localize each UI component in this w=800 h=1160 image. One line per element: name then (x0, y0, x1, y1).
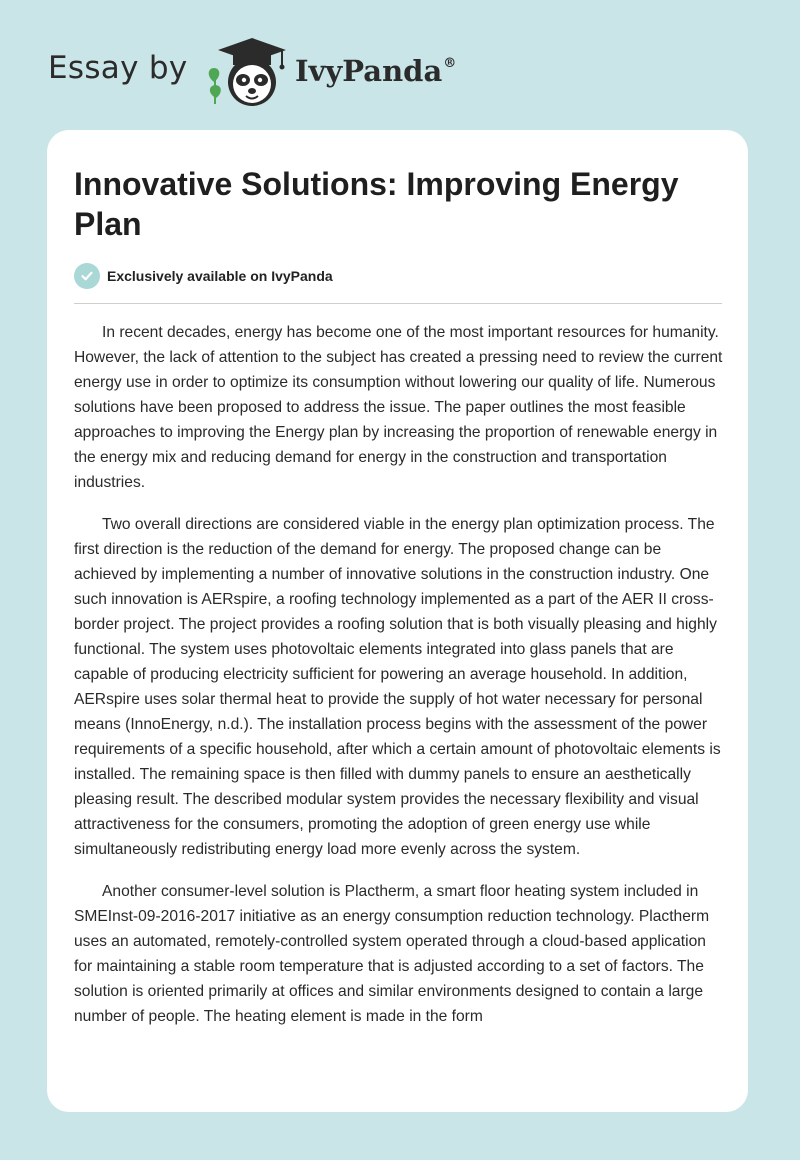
divider (74, 303, 722, 304)
essay-by-label: Essay by (48, 50, 188, 86)
brand-name-text: IvyPanda (295, 54, 443, 88)
essay-body (74, 320, 726, 1046)
check-circle-icon (74, 263, 100, 289)
registered-mark: ® (443, 56, 457, 71)
paragraph: In recent decades, energy has become one of the most important resources for humanity. However, the lack of attention to the subject has created a pressing need to review the current energy use in order to optimize its consumption without lowering our quality of life. Numerous solutions have been proposed to address the issue. The paper outlines the most feasible approaches to improving the Energy plan by increasing the proportion of renewable energy in the energy mix and reducing demand for energy in the construction and transportation industries. (74, 324, 723, 491)
essay-title: Innovative Solutions: Improving Energy Plan (74, 166, 679, 242)
paragraph: Another consumer-level solution is Plactherm, a smart floor heating system included in SMEInst-09-2016-2017 initiative as an energy consumption reduction technology. Plactherm uses an automated, remotely-controlled system operated through a cloud-based application for maintaining a stable room temperature that is adjusted according to a set of factors. The solution is oriented primarily at offices and similar environments designed to contain a large number of people. The heating element is made in the form (74, 883, 710, 1025)
site-header (48, 34, 568, 110)
exclusive-badge (74, 263, 333, 289)
panda-graduate-logo-icon[interactable] (202, 34, 294, 110)
essay-card (47, 130, 748, 1112)
exclusive-label: Exclusively available on IvyPanda (107, 268, 333, 284)
brand-name[interactable] (295, 54, 456, 88)
paragraph: Two overall directions are considered viable in the energy plan optimization process. The first direction is the reduction of the demand for energy. The proposed change can be achieved by implementing a number of innovative solutions in the construction industry. One such innovation is AERspire, a roofing technology implemented as a part of the AER II cross-border project. The project provides a roofing solution that is both visually pleasing and highly functional. The system uses photovoltaic elements integrated into glass panels that are capable of producing electricity sufficient for powering an average household. In addition, AERspire uses solar thermal heat to provide the supply of hot water necessary for personal means (InnoEnergy, n.d.). The installation process begins with the assessment of the power requirements of a specific household, after which a certain amount of photovoltaic elements is installed. The remaining space is then filled with dummy panels to ensure an aesthetically pleasing result. The described modular system provides the necessary flexibility and visual attractiveness for the consumers, promoting the adoption of green energy use while simultaneously redistributing energy load more evenly across the system. (74, 516, 721, 858)
